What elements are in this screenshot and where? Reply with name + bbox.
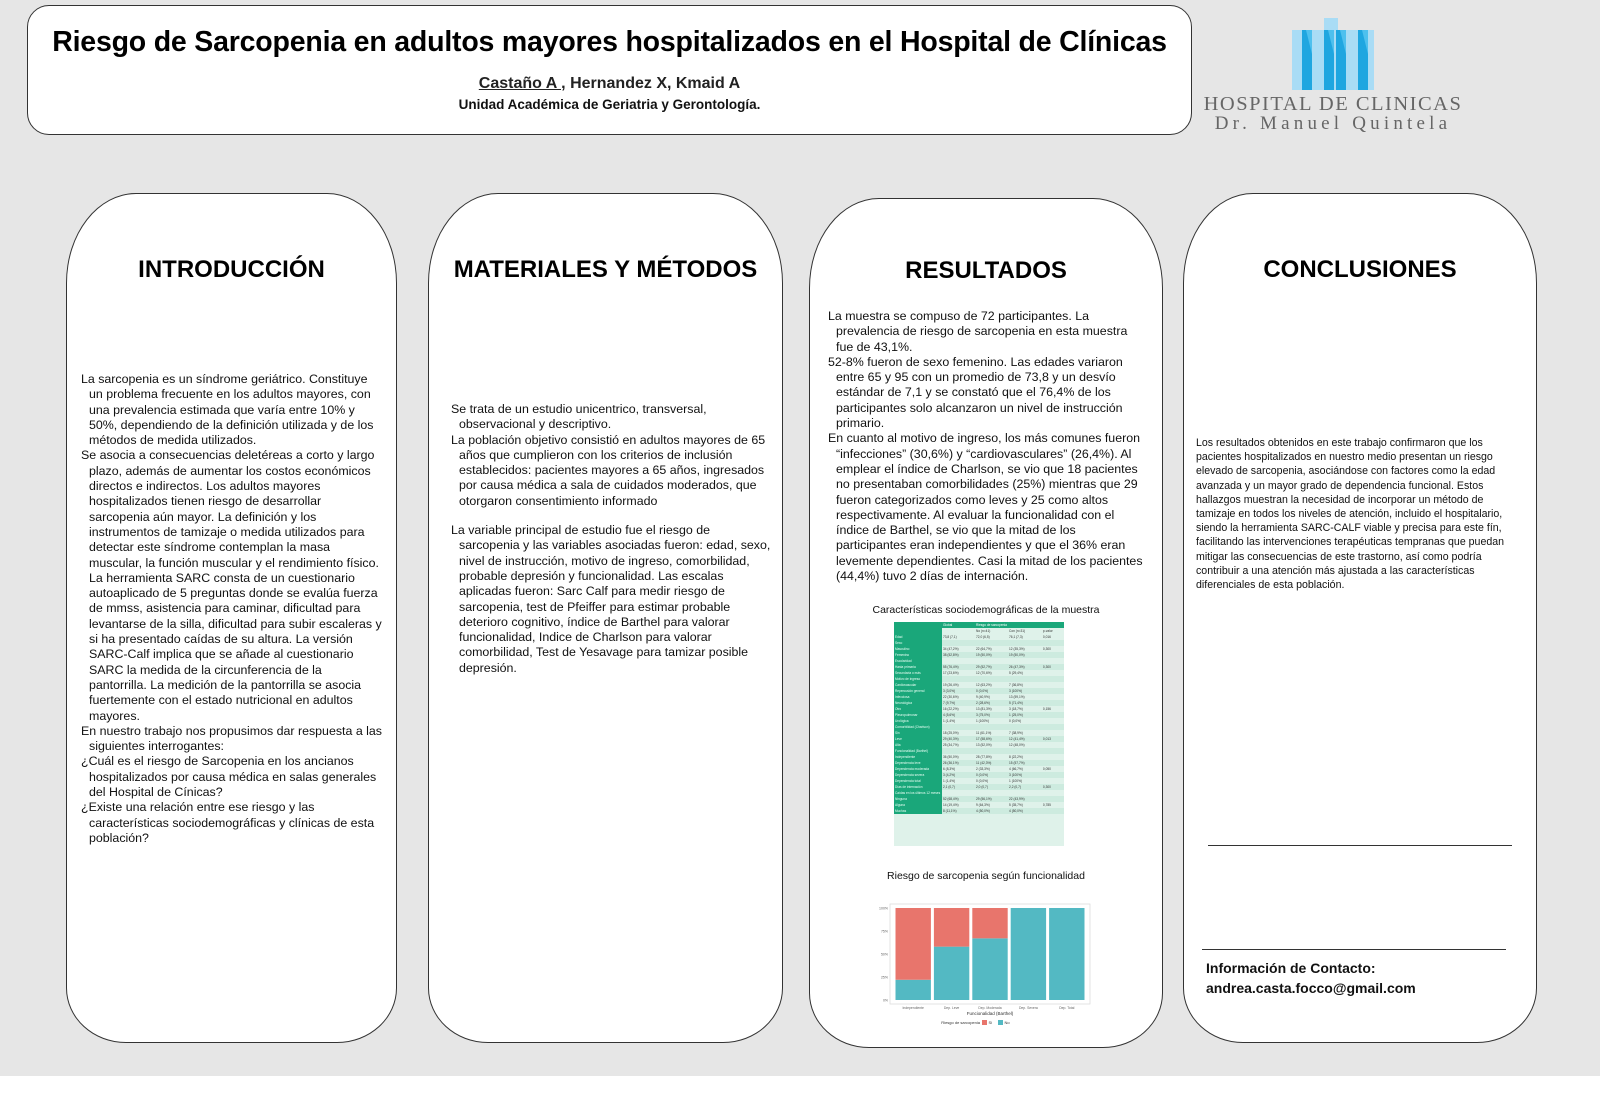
bar-segment-si bbox=[896, 908, 931, 980]
row-label: Cardiovascular bbox=[894, 682, 942, 688]
table-cell: 0,300 bbox=[1042, 647, 1051, 651]
row-label: Comorbilidad (Charlson) bbox=[894, 724, 942, 730]
divider bbox=[1202, 949, 1506, 950]
table-cell: 4 (50,0%) bbox=[1008, 808, 1042, 814]
table-cell: 13 (59,1%) bbox=[1009, 695, 1025, 699]
poster-header bbox=[27, 5, 1192, 135]
bar-segment-si bbox=[972, 908, 1007, 938]
table-cell: 0 (0,0%) bbox=[975, 772, 1008, 778]
table-cell: 29 (52,7%) bbox=[975, 664, 1008, 670]
logo-line-2: Dr. Manuel Quintela bbox=[1214, 113, 1452, 134]
stacked-bar-chart bbox=[870, 899, 1100, 1039]
table-cell: 7 (36,8%) bbox=[1009, 683, 1023, 687]
table-cell: 7 (9,7%) bbox=[942, 700, 975, 706]
table-cell: 11 (61,1%) bbox=[976, 731, 992, 735]
legend-label: Si bbox=[988, 1020, 993, 1025]
table-cell: 15 (57,7%) bbox=[1008, 760, 1042, 766]
paragraph: Se trata de un estudio unicentrico, transversal, observacional y descriptivo. bbox=[451, 402, 707, 432]
row-label: Alta bbox=[894, 742, 942, 748]
row-label: Dependencia severa bbox=[894, 772, 942, 778]
table-cell: 52 (68,4%) bbox=[942, 796, 975, 802]
paragraph: Los resultados obtenidos en este trabajo confirmaron que los pacientes hospitalizados en nuestro medio presentan un riesgo elevado de sarcopenia, asociándose con factores como la edad avanzada y un mayor grado de dependencia funcional. Estos hallazgos muestran la necesidad de incorporar un método de tamizaje en todos los niveles de atención, incluido el hospitalario, siendo la herramienta SARC-CALF viable y precisa para este fín, facilitando las intervenciones terapéuticas tempranas que puedan mitigar las consecuencias de este trastorno, así como podría contribuir a una atención más ajustada a las características diferenciales de esta población. bbox=[1196, 437, 1505, 592]
table-cell: 1 (100%) bbox=[1009, 779, 1022, 783]
bar-segment-no bbox=[934, 947, 969, 1000]
table-cell: 22 (64,7%) bbox=[976, 647, 992, 651]
row-label: Escolaridad bbox=[894, 658, 942, 664]
paragraph: En nuestro trabajo nos propusimos dar respuesta a las siguientes interrogantes: bbox=[81, 723, 382, 754]
table-cell: 0,300 bbox=[1042, 664, 1064, 670]
table-cell: 19 (50,0%) bbox=[1008, 652, 1042, 658]
paragraph: ¿Existe una relación entre ese riesgo y las características sociodemográficas y clínicas de esta población? bbox=[81, 800, 375, 845]
panel-conclusiones bbox=[1183, 193, 1537, 1043]
section-title: CONCLUSIONES bbox=[1263, 256, 1457, 283]
table-cell: 72,0 (6,5) bbox=[976, 635, 990, 639]
row-label: Pleuropulmonar bbox=[894, 712, 942, 718]
table-cell: 0 (0,0%) bbox=[976, 779, 989, 783]
table-cell: 5 (35,7%) bbox=[1009, 803, 1023, 807]
table-cell: 2,1 (0,7) bbox=[942, 784, 975, 790]
row-label: Sexo bbox=[894, 640, 942, 646]
table-cell: 28 (77,8%) bbox=[976, 755, 992, 759]
table-cell: 0,016 bbox=[1042, 635, 1051, 639]
row-label: Funcionalidad (Barthel) bbox=[894, 748, 942, 754]
logo-line-1: HOSPITAL DE CLINICAS bbox=[1203, 93, 1463, 115]
paragraph: La sarcopenia es un síndrome geriátrico. Constituye un problema frecuente en los adultos mayores, con una prevalencia estimada que varía entre 10% y 50%, dependiendo de la definición utilizada y de los métodos de medida utilizados. bbox=[81, 372, 374, 448]
table-cell: 0,785 bbox=[1042, 803, 1051, 807]
row-label: Urológica bbox=[894, 718, 942, 724]
table-cell: 29 (56,1%) bbox=[975, 796, 1008, 802]
table-cell: 1 (25,0%) bbox=[1008, 712, 1042, 718]
section-title: INTRODUCCIÓN bbox=[138, 256, 325, 283]
table-cell: 1 (1,4%) bbox=[943, 779, 956, 783]
paragraph: 52-8% fueron de sexo femenino. Las edades variaron entre 65 y 95 con un promedio de 73,8 y un desvío estándar de 7,1 y se constató que el 76,4% de los participantes solo alcanzaron un nivel de instrucción primario. bbox=[828, 354, 1123, 431]
table-cell: 3 (75,0%) bbox=[975, 712, 1008, 718]
panel-introduccion bbox=[66, 193, 397, 1043]
table-cell: 25 (34,7%) bbox=[943, 743, 959, 747]
table-cell: 0,156 bbox=[1042, 707, 1051, 711]
row-label: Dependencia total bbox=[894, 778, 942, 784]
poster-title: Riesgo de Sarcopenia en adultos mayores hospitalizados en el Hospital de Clínicas bbox=[52, 26, 1167, 58]
table-cell: 17 (58,6%) bbox=[975, 736, 1008, 742]
row-label: Masculino bbox=[894, 646, 942, 652]
bar-segment-si bbox=[934, 908, 969, 947]
legend-label: No bbox=[1004, 1020, 1010, 1025]
section-title: MATERIALES Y MÉTODOS bbox=[453, 256, 758, 283]
table-cell: 2,0 (0,7) bbox=[975, 784, 1008, 790]
table-cell: 26 (47,3%) bbox=[1008, 664, 1042, 670]
paragraph: ¿Cuál es el riesgo de Sarcopenia en los ancianos hospitalizados por causa médica en salas generales del Hospital de Cínicas? bbox=[81, 754, 377, 800]
contact-email[interactable]: andrea.casta.focco@gmail.com bbox=[1206, 980, 1416, 996]
hospital-building-icon bbox=[1278, 18, 1388, 90]
row-label: Caídas en los últimos 12 meses bbox=[895, 791, 941, 795]
authors bbox=[28, 75, 1191, 93]
x-tick-label: Dep. Moderada bbox=[978, 1006, 1002, 1010]
table-cell: 4 (5,6%) bbox=[942, 712, 975, 718]
table-cell bbox=[1042, 808, 1064, 814]
table-cell: 6 (8,3%) bbox=[943, 767, 956, 771]
table-cell: 2 (33,3%) bbox=[976, 767, 990, 771]
chart-caption: Riesgo de sarcopenia según funcionalidad bbox=[887, 870, 1085, 882]
x-axis-label: Funcionalidad (Barthel) bbox=[966, 1011, 1014, 1016]
table-cell: 0,050 bbox=[1042, 767, 1051, 771]
table-cell: 22 (43,9%) bbox=[1008, 796, 1042, 802]
table-cell: 19 (26,4%) bbox=[943, 683, 959, 687]
row-label: Edad bbox=[894, 634, 942, 640]
table-cell: 13 (52,0%) bbox=[976, 743, 992, 747]
section-title: RESULTADOS bbox=[905, 257, 1067, 284]
row-label: Alguna bbox=[894, 802, 942, 808]
bar-segment-no bbox=[896, 980, 931, 1000]
table-cell: 73,8 (7,1) bbox=[943, 635, 957, 639]
divider bbox=[1208, 845, 1512, 846]
table-cell: 16 (22,2%) bbox=[943, 707, 959, 711]
section-body bbox=[828, 309, 1148, 584]
table-cell: 0,013 bbox=[1042, 736, 1064, 742]
paragraph: La muestra se compuso de 72 participantes. La prevalencia de riesgo de sarcopenia en esta muestra fue de 43,1%. bbox=[828, 309, 1128, 354]
sociodemographic-table bbox=[894, 622, 1064, 846]
table-cell: 26 (36,1%) bbox=[942, 760, 975, 766]
group-header-cell: Riesgo de sarcopenia bbox=[975, 622, 1064, 628]
bar-segment-no bbox=[1049, 908, 1084, 1000]
header-cell: Con (n=31) bbox=[1009, 629, 1026, 633]
row-label: Infecciosa bbox=[894, 694, 942, 700]
header-cell: No (n=41) bbox=[976, 629, 991, 633]
table-caption: Características sociodemográficas de la muestra bbox=[872, 604, 1100, 616]
table-cell: 12 (41,4%) bbox=[1008, 736, 1042, 742]
y-tick-label: 0% bbox=[882, 998, 888, 1003]
table-row bbox=[894, 808, 1064, 814]
paragraph: La variable principal de estudio fue el riesgo de sarcopenia y las variables asociadas fueron: edad, sexo, nivel de instrucción, motivo de ingreso, comorbilidad, probable depresión y funcionalidad. Las escalas aplicadas fueron: Sarc Calf para medir riesgo de sarcopenia, test de Pfeiffer para estimar probable deterioro cognitivo, índice de Barthel para valorar funcionalidad, Indice de Charlson para valorar comorbilidad, Test de Yesavage para tamizar posible depresión. bbox=[451, 523, 771, 675]
row-label: Femenino bbox=[894, 652, 942, 658]
table-cell: 12 (63,2%) bbox=[976, 683, 992, 687]
table-cell: 2 (28,6%) bbox=[975, 700, 1008, 706]
y-tick-label: 50% bbox=[880, 952, 888, 957]
row-label: Muchas bbox=[894, 808, 942, 814]
row-label: Sin bbox=[894, 730, 942, 736]
table-cell: 22 (30,6%) bbox=[943, 695, 959, 699]
affiliation: Unidad Académica de Geriatria y Gerontología. bbox=[458, 97, 761, 112]
table-cell: 34 (47,2%) bbox=[943, 647, 959, 651]
x-tick-label: Dep. Severa bbox=[1018, 1006, 1038, 1010]
table-cell: 3 (3,0%) bbox=[942, 688, 975, 694]
row-label: Ninguna bbox=[894, 796, 942, 802]
y-tick-label: 25% bbox=[880, 975, 888, 980]
data-table bbox=[894, 622, 1064, 814]
row-label: Neurológica bbox=[894, 700, 942, 706]
panel-resultados bbox=[809, 198, 1163, 1048]
row-label: Secundaria o más bbox=[894, 670, 942, 676]
table-cell: 0,300 bbox=[1042, 784, 1064, 790]
table-cell: 5 (29,4%) bbox=[1009, 671, 1023, 675]
table-cell: 19 (50,0%) bbox=[975, 652, 1008, 658]
row-label: Dependencia moderada bbox=[894, 766, 942, 772]
row-label: Independiente bbox=[894, 754, 942, 760]
section-body bbox=[451, 402, 771, 676]
chart-svg bbox=[870, 899, 1100, 1044]
table-cell: 11 (42,3%) bbox=[975, 760, 1008, 766]
table-cell: 4 (50,0%) bbox=[975, 808, 1008, 814]
bar-segment-no bbox=[1011, 908, 1046, 1000]
paragraph: La población objetivo consistió en adultos mayores de 65 años que cumplieron con los criterios de inclusión establecidos: pacientes mayores a 65 años, ingresados por causa médica a sala de cuidados moderados, que otorgaron consentimiento informado bbox=[451, 432, 766, 508]
table-cell: 9 (40,9%) bbox=[976, 695, 990, 699]
x-tick-label: Independiente bbox=[902, 1006, 924, 1010]
table-cell: 2,2 (0,7) bbox=[1008, 784, 1042, 790]
contact-label: Información de Contacto: bbox=[1206, 960, 1376, 976]
table-cell: 55 (76,4%) bbox=[942, 664, 975, 670]
header-cell: Global bbox=[942, 622, 975, 628]
table-cell: 12 (35,3%) bbox=[1009, 647, 1025, 651]
row-label: Repercusión general bbox=[894, 688, 942, 694]
x-tick-label: Dep. Total bbox=[1059, 1006, 1075, 1010]
table-cell: 36 (50,0%) bbox=[943, 755, 959, 759]
paragraph: Se asocia a consecuencias deletéreas a corto y largo plazo, además de aumentar los costos económicos directos e indirectos. Los adultos mayores hospitalizados tienen riesgo de desarrollar sarcopenia aún mayor. La definición y los instrumentos de tamizaje o medida utilizados para detectar este síndrome contemplan la masa muscular, la función muscular y el rendimiento físico. La herramienta SARC consta de un cuestionario autoaplicado de 5 preguntas donde se evalúa fuerza de mmss, asistencia para caminar, dificultad para levantarse de la silla, dificultad para subir escaleras y si ha presentado caídas de su altura. La versión SARC-Calf implica que se añade al cuestionario SARC la medida de la circunferencia de la pantorrilla. La medición de la pantorrilla se asocia fuertemente con el estado nutricional en adultos mayores. bbox=[81, 448, 382, 723]
table-cell: 18 (25,0%) bbox=[943, 731, 959, 735]
table-cell: 29 (40,3%) bbox=[942, 736, 975, 742]
panel-metodos bbox=[428, 193, 783, 1043]
table-cell: 7 (38,9%) bbox=[1009, 731, 1023, 735]
table-cell: 0 (0,0%) bbox=[1009, 719, 1022, 723]
table-cell: 8 (11,1%) bbox=[942, 808, 975, 814]
table-cell: 5 (71,4%) bbox=[1008, 700, 1042, 706]
paragraph: En cuanto al motivo de ingreso, los más comunes fueron “infecciones” (30,6%) y “cardiovasculares” (26,4%). Al emplear el índice de Charlson, se vio que 18 pacientes no presentaban comorbilidades (25%) mientras que 29 fueron categorizados como leves y 25 como altos respectivamente. Al evaluar la funcionalidad con el índice de Barthel, se vio que la mitad de los participantes eran independientes y que el 36% eran levemente dependientes. Casi la mitad de los pacientes (44,4%) tuvo 2 días de internación. bbox=[828, 431, 1143, 584]
row-label: Leve bbox=[894, 736, 942, 742]
first-author: Castaño A , bbox=[478, 75, 566, 92]
table-cell: 3 (4,2%) bbox=[942, 772, 975, 778]
table-cell: 13 (81,3%) bbox=[976, 707, 992, 711]
legend-swatch bbox=[998, 1020, 1003, 1025]
contact-info bbox=[1206, 958, 1416, 998]
row-label: Otro bbox=[894, 706, 942, 712]
row-label: Motivo de ingreso bbox=[894, 676, 942, 682]
bar-segment-no bbox=[972, 938, 1007, 1000]
row-label: Días de internación bbox=[894, 784, 942, 790]
legend-swatch bbox=[982, 1020, 987, 1025]
x-tick-label: Dep. Leve bbox=[943, 1006, 960, 1010]
table-cell: 9 (64,3%) bbox=[976, 803, 990, 807]
table-cell: 76,1 (7,3) bbox=[1009, 635, 1023, 639]
table-cell: 1 (1,4%) bbox=[943, 719, 956, 723]
section-body bbox=[81, 372, 383, 846]
table-cell: 3 (18,7%) bbox=[1009, 707, 1023, 711]
table-cell: 17 (23,6%) bbox=[943, 671, 959, 675]
row-label: Dependencia leve bbox=[894, 760, 942, 766]
legend-title: Riesgo de sarcopenia bbox=[941, 1020, 980, 1025]
table-cell: 38 (52,8%) bbox=[942, 652, 975, 658]
row-label: Hasta primaria bbox=[894, 664, 942, 670]
table-cell: 3 (100%) bbox=[1008, 688, 1042, 694]
y-tick-label: 100% bbox=[879, 906, 888, 911]
table-cell: 1 (100%) bbox=[976, 719, 989, 723]
other-authors: Hernandez X, Kmaid A bbox=[565, 75, 741, 92]
table-cell: 4 (66,7%) bbox=[1009, 767, 1023, 771]
table-cell: 3 (100%) bbox=[1008, 772, 1042, 778]
section-body bbox=[1196, 436, 1521, 592]
table-cell: 8 (22,2%) bbox=[1009, 755, 1023, 759]
table-cell: 14 (19,4%) bbox=[943, 803, 959, 807]
table-cell: 0 (0,0%) bbox=[975, 688, 1008, 694]
hospital-logo bbox=[1196, 18, 1470, 140]
header-cell: p-valor bbox=[1042, 629, 1053, 633]
table-cell: 12 (70,6%) bbox=[976, 671, 992, 675]
table-cell: 12 (48,0%) bbox=[1009, 743, 1025, 747]
y-tick-label: 75% bbox=[880, 929, 888, 934]
